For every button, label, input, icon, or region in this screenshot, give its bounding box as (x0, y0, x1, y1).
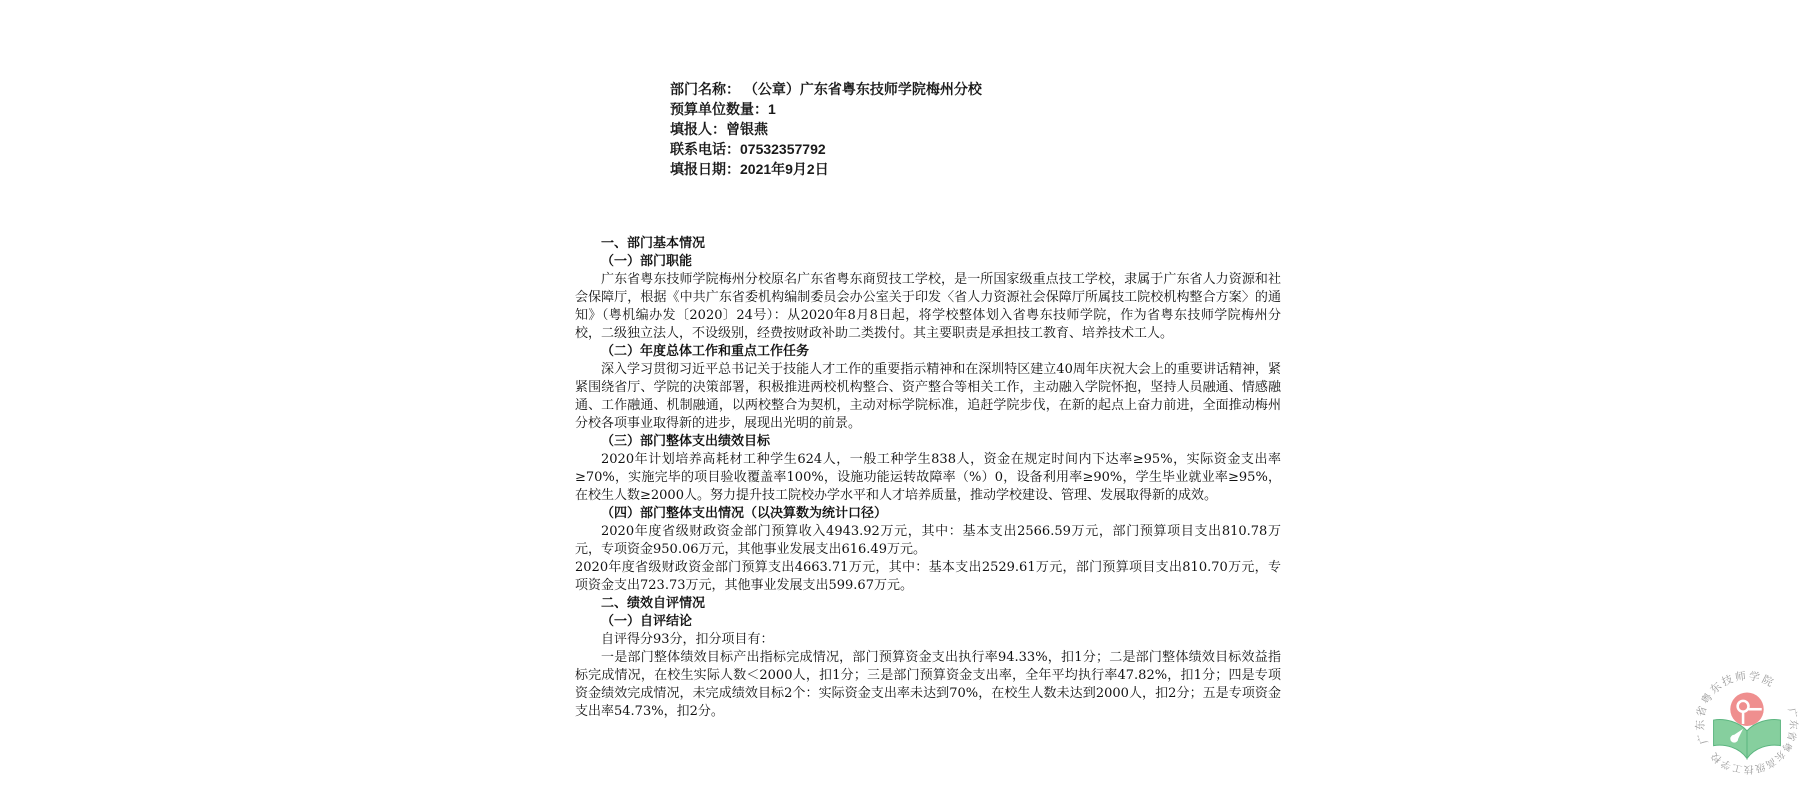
header-line-report-date: 填报日期：2021年9月2日 (670, 161, 829, 177)
report-header (670, 79, 982, 179)
paragraph-performance-targets: 2020年计划培养高耗材工种学生624人，一般工种学生838人，资金在规定时间内下达率≥95%，实际资金支出率≥70%，实施完毕的项目验收覆盖率100%，设施功能运转故障率（%）0，设备利用率≥90%，学生毕业就业率≥95%，在校生人数≥2000人。努力提升技工院校办学水平和人才培养质量，推动学校建设、管理、发展取得新的成效。 (575, 452, 1281, 503)
paragraph-self-score: 自评得分93分，扣分项目有： (601, 632, 774, 647)
header-line-reporter: 填报人：曾银燕 (670, 121, 768, 137)
header-line-phone: 联系电话：07532357792 (670, 141, 826, 157)
paragraph-department-functions: 广东省粤东技师学院梅州分校原名广东省粤东商贸技工学校，是一所国家级重点技工学校，隶属于广东省人力资源和社会保障厅，根据《中共广东省委机构编制委员会办公室关于印发〈省人力资源社会保障厅所属技工院校机构整合方案〉的通知》（粤机编办发〔2020〕24号）：从2020年8月8日起，将学校整体划入省粤东技师学院，作为省粤东技师学院梅州分校，二级独立法人，不设级别，经费按财政补助二类拨付。其主要职责是承担技工教育、培养技术工人。 (575, 272, 1281, 341)
subsection-heading-1-3: （三）部门整体支出绩效目标 (601, 434, 771, 449)
report-body (575, 235, 1281, 721)
header-line-budget-unit-count: 预算单位数量：1 (670, 101, 776, 117)
emblem-ring-text-bottom: 广东省粤东高级技工学校 (1708, 707, 1799, 775)
subsection-heading-1-2: （二）年度总体工作和重点工作任务 (601, 344, 810, 359)
paragraph-budget-expenditure: 2020年度省级财政资金部门预算支出4663.71万元，其中：基本支出2529.61万元，部门预算项目支出810.70万元，专项资金支出723.73万元，其他事业发展支出599.67万元。 (575, 560, 1281, 593)
paragraph-annual-work: 深入学习贯彻习近平总书记关于技能人才工作的重要指示精神和在深圳特区建立40周年庆祝大会上的重要讲话精神，紧紧围绕省厅、学院的决策部署，积极推进两校机构整合、资产整合等相关工作，主动融入学院怀抱，坚持人员融通、情感融通、工作融通、机制融通，以两校整合为契机，主动对标学院标准，追赶学院步伐，在新的起点上奋力前进，全面推动梅州分校各项事业取得新的进步，展现出光明的前景。 (575, 362, 1281, 431)
subsection-heading-2-1: （一）自评结论 (601, 614, 693, 629)
paragraph-budget-income: 2020年度省级财政资金部门预算收入4943.92万元，其中：基本支出2566.59万元，部门预算项目支出810.78万元，专项资金950.06万元，其他事业发展支出616.49万元。 (575, 524, 1281, 557)
emblem-ring-text-top: 广东省粤东技师学院 (1694, 670, 1777, 746)
subsection-heading-1-4: （四）部门整体支出情况（以决算数为统计口径） (601, 506, 888, 521)
section-heading-1: 一、部门基本情况 (601, 236, 706, 251)
section-heading-2: 二、绩效自评情况 (601, 596, 706, 611)
paragraph-score-deductions: 一是部门整体绩效目标产出指标完成情况，部门预算资金支出执行率94.33%，扣1分；二是部门整体绩效目标效益指标完成情况，在校生实际人数＜2000人，扣1分；三是部门预算资金支出率，全年平均执行率47.82%，扣1分；四是专项资金绩效完成情况，未完成绩效目标2个：实际资金支出率未达到70%，在校生人数未达到2000人，扣2分；五是专项资金支出率54.73%，扣2分。 (575, 650, 1281, 719)
school-logo (1688, 664, 1806, 782)
header-line-department-name: 部门名称： （公章）广东省粤东技师学院梅州分校 (670, 81, 982, 97)
subsection-heading-1-1: （一）部门职能 (601, 254, 693, 269)
emblem-sun-icon (1730, 693, 1763, 726)
school-emblem-icon (1688, 664, 1806, 782)
